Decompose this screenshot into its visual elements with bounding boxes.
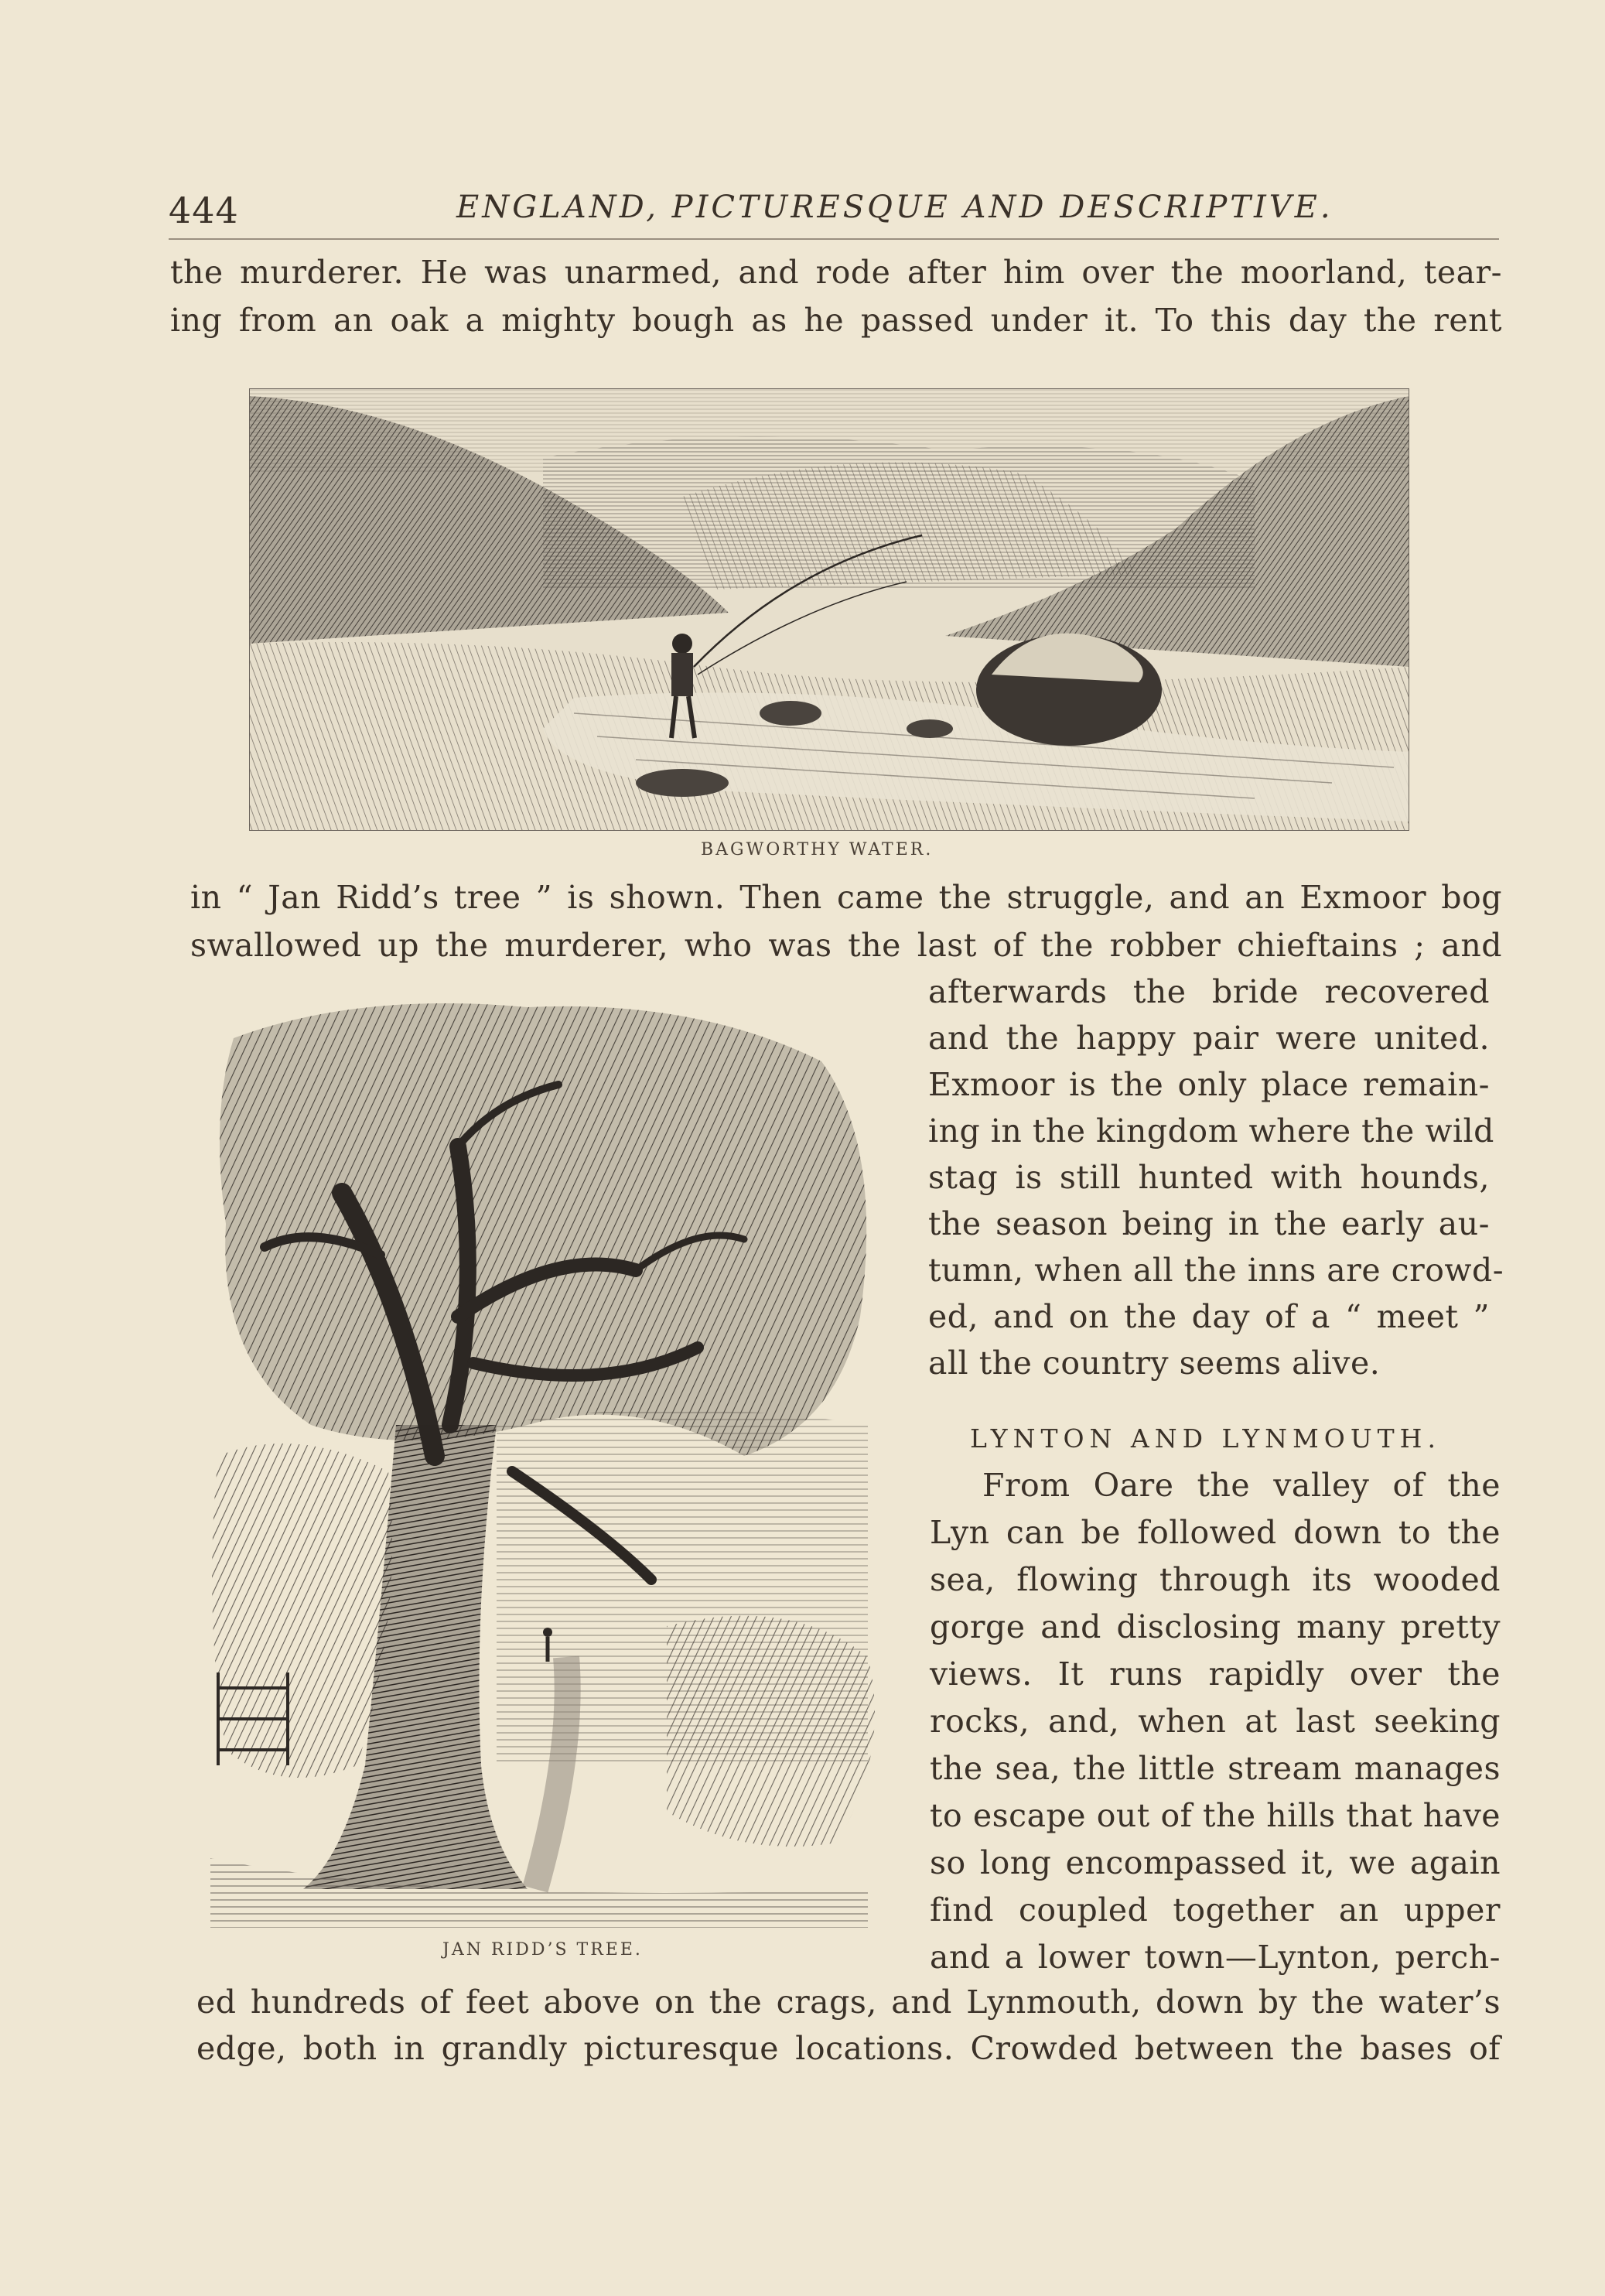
text-line: tumn, when all the inns are crowd- (928, 1252, 1504, 1289)
text-line: sea, flowing through its wooded (930, 1561, 1501, 1598)
text-line: ing from an oak a mighty bough as he passed under it. To this day the rent (170, 302, 1502, 339)
running-title: ENGLAND, PICTURESQUE AND DESCRIPTIVE. (456, 190, 1334, 225)
text-line: gorge and disclosing many pretty (930, 1608, 1501, 1645)
text-line: swallowed up the murderer, who was the last of the robber chieftains ; and (190, 927, 1502, 964)
header-rule (169, 238, 1499, 240)
text-line: afterwards the bride recovered (928, 973, 1490, 1010)
text-line: Exmoor is the only place remain- (928, 1066, 1490, 1103)
text-line: rocks, and, when at last seeking (930, 1703, 1501, 1740)
text-line: and a lower town—Lynton, perch- (930, 1939, 1501, 1976)
section-heading: LYNTON AND LYNMOUTH. (970, 1423, 1441, 1454)
text-line: find coupled together an upper (930, 1891, 1501, 1929)
figure-caption: JAN RIDD’S TREE. (442, 1940, 643, 1959)
text-line: the murderer. He was unarmed, and rode after him over the moorland, tear- (170, 254, 1502, 291)
page-header (169, 190, 1499, 236)
text-line: Lyn can be followed down to the (930, 1514, 1501, 1551)
text-line: edge, both in grandly picturesque locations. Crowded between the bases of (196, 2030, 1501, 2067)
text-line: ed, and on the day of a “ meet ” (928, 1298, 1490, 1335)
text-line: ing in the kingdom where the wild (928, 1112, 1494, 1150)
text-line: all the country seems alive. (928, 1344, 1381, 1382)
jan-ridds-tree-engraving (203, 992, 897, 1928)
text-line: to escape out of the hills that have (930, 1797, 1501, 1834)
bagworthy-water-engraving (249, 388, 1409, 831)
text-line: From Oare the valley of the (982, 1467, 1501, 1504)
text-line: and the happy pair were united. (928, 1020, 1490, 1057)
page-number: 444 (169, 190, 239, 231)
text-line: views. It runs rapidly over the (930, 1655, 1501, 1693)
text-line: the sea, the little stream manages (930, 1750, 1501, 1787)
text-line: ed hundreds of feet above on the crags, and Lynmouth, down by the water’s (196, 1983, 1501, 2021)
text-line: stag is still hunted with hounds, (928, 1159, 1490, 1196)
text-line: in “ Jan Ridd’s tree ” is shown. Then came the struggle, and an Exmoor bog (190, 879, 1502, 916)
text-line: the season being in the early au- (928, 1205, 1490, 1242)
figure-caption: BAGWORTHY WATER. (701, 840, 934, 859)
text-line: so long encompassed it, we again (930, 1844, 1501, 1881)
